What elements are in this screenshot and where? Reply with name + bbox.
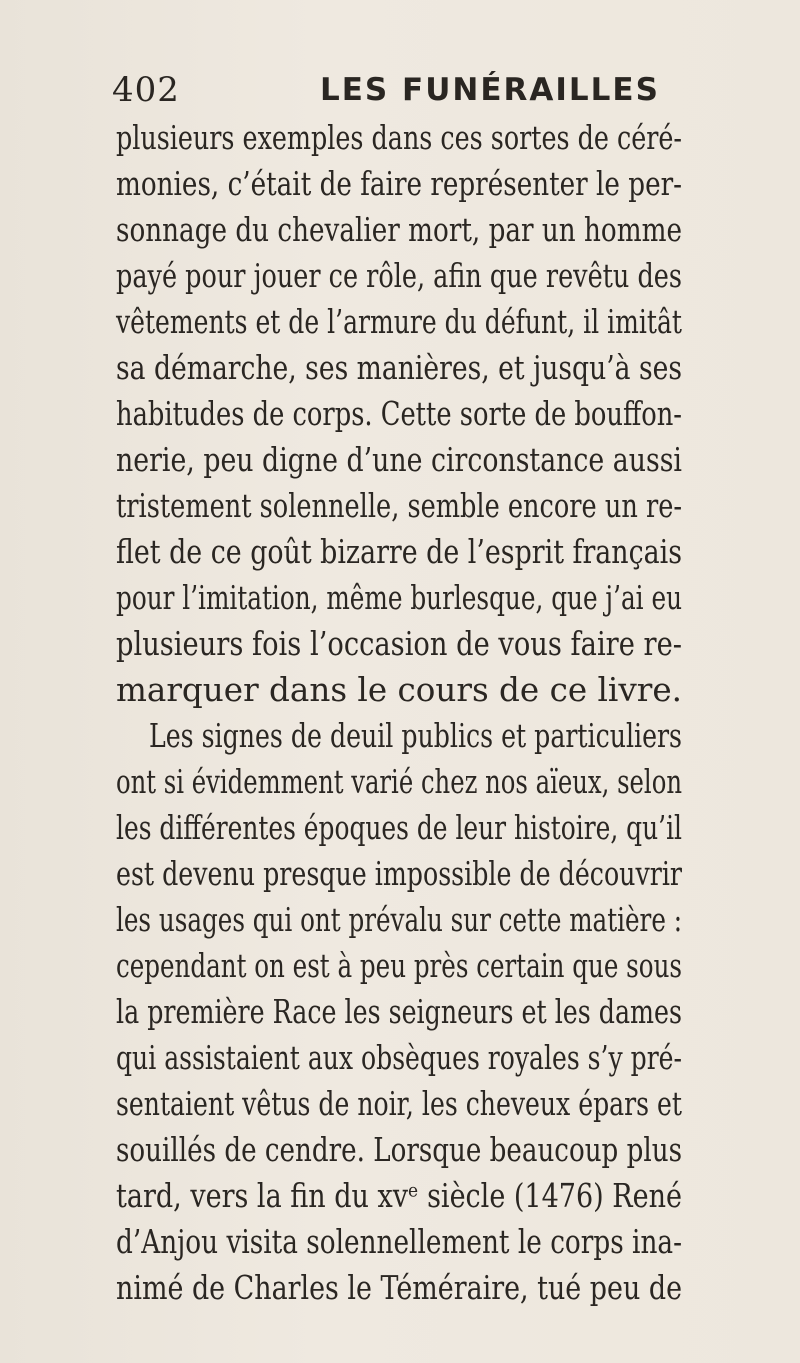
text-line: sonnage du chevalier mort, par un homme <box>116 211 682 249</box>
running-head: LES FUNÉRAILLES <box>320 72 660 108</box>
text-line: flet de ce goût bizarre de l’esprit français <box>116 533 682 571</box>
text-line: pour l’imitation, même burlesque, que j’ai eu <box>116 579 682 617</box>
text-line: qui assistaient aux obsèques royales s’y pré- <box>116 1039 682 1077</box>
text-line: tristement solennelle, semble encore un re- <box>116 487 682 525</box>
text-line: plusieurs fois l’occasion de vous faire re- <box>116 625 682 663</box>
text-line: monies, c’était de faire représenter le per- <box>116 165 682 203</box>
text-line: la première Race les seigneurs et les dames <box>116 993 682 1031</box>
text-line: cependant on est à peu près certain que sous <box>116 947 682 985</box>
paragraph-first-line: Les signes de deuil publics et particuliers <box>149 717 682 755</box>
text-line: est devenu presque impossible de découvrir <box>116 855 682 893</box>
text-line: nimé de Charles le Téméraire, tué peu de <box>116 1269 682 1307</box>
text-line: payé pour jouer ce rôle, afin que revêtu des <box>116 257 682 295</box>
text-line: marquer dans le cours de ce livre. <box>116 671 682 709</box>
text-line: d’Anjou visita solennellement le corps ina- <box>116 1223 682 1261</box>
text-line: habitudes de corps. Cette sorte de bouffon- <box>116 395 682 433</box>
text-line: souillés de cendre. Lorsque beaucoup plus <box>116 1131 682 1169</box>
text-line: sentaient vêtus de noir, les cheveux épars et <box>116 1085 682 1123</box>
text-line: sa démarche, ses manières, et jusqu’à ses <box>116 349 682 387</box>
text-line: plusieurs exemples dans ces sortes de céré- <box>116 119 682 157</box>
text-line: les différentes époques de leur histoire, qu’il <box>116 809 682 847</box>
page-header <box>112 70 712 110</box>
text-line: ont si évidemment varié chez nos aïeux, selon <box>116 763 682 801</box>
text-line: vêtements et de l’armure du défunt, il imitât <box>116 303 682 341</box>
page-number: 402 <box>112 70 180 110</box>
text-line: tard, vers la fin du xvᵉ siècle (1476) René <box>116 1177 682 1215</box>
text-line: les usages qui ont prévalu sur cette matière : <box>116 901 682 939</box>
text-line: nerie, peu digne d’une circonstance aussi <box>116 441 682 479</box>
